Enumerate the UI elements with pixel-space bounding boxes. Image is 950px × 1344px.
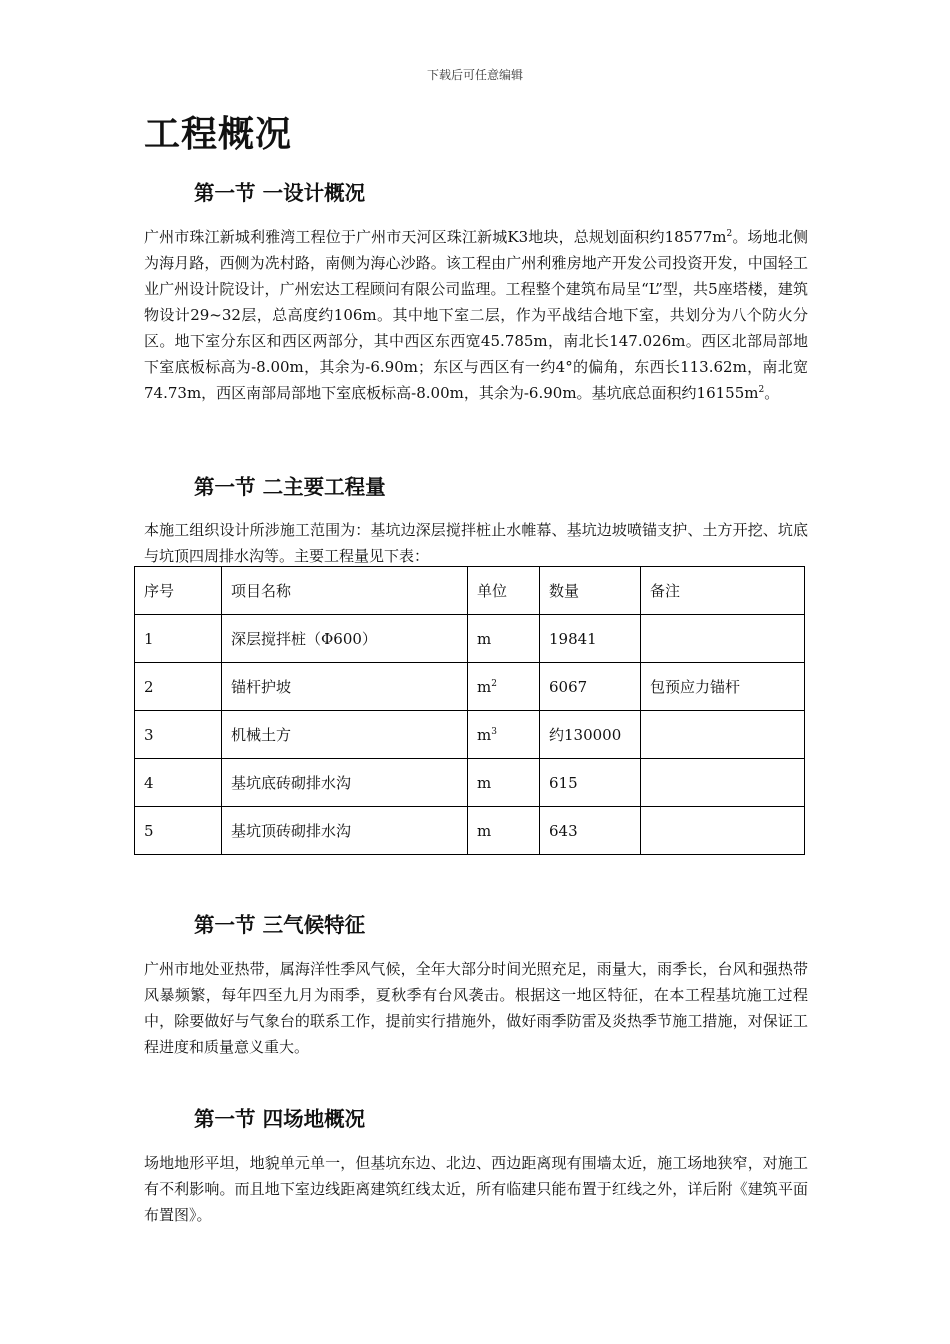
- unit-superscript: 3: [491, 726, 497, 737]
- site-text: 场地地形平坦，地貌单元单一，但基坑东边、北边、西边距离现有围墙太近，施工场地狭窄，对施工有不利影响。而且地下室边线距离建筑红线太近，所有临建只能布置于红线之外，详后附《建筑平面布置图》。: [144, 1154, 808, 1224]
- section-heading-climate: 第一节 三气候特征: [194, 913, 366, 937]
- row-item-name: 深层搅拌桩（Φ600）: [222, 615, 468, 663]
- row-quantity: 615: [540, 759, 641, 807]
- unit-text: m: [477, 677, 492, 696]
- table-row: [135, 759, 805, 807]
- section-heading-site: 第一节 四场地概况: [194, 1107, 366, 1131]
- section-heading-design: 第一节 一设计概况: [194, 181, 366, 205]
- row-unit: [468, 615, 540, 663]
- row-number: 1: [135, 615, 222, 663]
- quantities-paragraph: [144, 517, 808, 569]
- table-header-cell: 项目名称: [222, 567, 468, 615]
- header-note: 下载后可任意编辑: [426, 68, 523, 82]
- design-text-part-3: 。: [764, 384, 780, 402]
- climate-text: 广州市地处亚热带，属海洋性季风气候，全年大部分时间光照充足，雨量大，雨季长，台风和强热带风暴频繁，每年四至九月为雨季，夏秋季有台风袭击。根据这一地区特征，在本工程基坑施工过程中，除要做好与气象台的联系工作，提前实行措施外，做好雨季防雷及炎热季节施工措施，对保证工程进度和质量意义重大。: [144, 960, 808, 1056]
- row-item-name: 基坑顶砖砌排水沟: [222, 807, 468, 855]
- row-number: 2: [135, 663, 222, 711]
- table-header-cell: 数量: [540, 567, 641, 615]
- row-item-name: 基坑底砖砌排水沟: [222, 759, 468, 807]
- unit-text: m: [477, 821, 492, 840]
- row-quantity: 约130000: [540, 711, 641, 759]
- design-overview-paragraph: [144, 224, 808, 406]
- row-unit: [468, 711, 540, 759]
- climate-paragraph: [144, 956, 808, 1060]
- row-note: [641, 759, 805, 807]
- page-title: 工程概况: [144, 114, 293, 155]
- site-paragraph: [144, 1150, 808, 1228]
- quantities-text: 本施工组织设计所涉施工范围为：基坑边深层搅拌桩止水帷幕、基坑边坡喷锚支护、土方开挖、坑底与坑顶四周排水沟等。主要工程量见下表：: [144, 521, 808, 565]
- table-header-cell: 备注: [641, 567, 805, 615]
- table-row: [135, 807, 805, 855]
- unit-text: m: [477, 725, 492, 744]
- area-unit-superscript: 2: [758, 385, 765, 395]
- table-header-cell: 单位: [468, 567, 540, 615]
- row-unit: [468, 663, 540, 711]
- table-header-row: [135, 567, 805, 615]
- unit-text: m: [477, 773, 492, 792]
- design-text-part-2: 。场地北侧为海月路，西侧为冼村路，南侧为海心沙路。该工程由广州利雅房地产开发公司投资开发，中国轻工业广州设计院设计，广州宏达工程顾问有限公司监理。工程整个建筑布局呈“L”型，共5座塔楼，建筑物设计29~32层，总高度约106m。其中地下室二层，作为平战结合地下室，共划分为八个防火分区。地下室分东区和西区两部分，其中西区东西宽45.785m，南北长147.026m。西区北部局部地下室底板标高为-8.00m，其余为-6.90m；东区与西区有一约4°的偏角，东西长113.62m，南北宽74.73m，西区南部局部地下室底板标高-8.00m，其余为-6.90m。基坑底总面积约16155m: [144, 228, 808, 402]
- section-heading-quantities: 第一节 二主要工程量: [194, 475, 386, 499]
- row-item-name: 机械土方: [222, 711, 468, 759]
- table-row: [135, 615, 805, 663]
- row-quantity: 643: [540, 807, 641, 855]
- unit-superscript: 2: [491, 678, 497, 689]
- row-unit: [468, 759, 540, 807]
- design-text-part-1: 广州市珠江新城利雅湾工程位于广州市天河区珠江新城K3地块，总规划面积约18577m: [144, 228, 727, 246]
- row-note: 包预应力锚杆: [641, 663, 805, 711]
- row-quantity: 6067: [540, 663, 641, 711]
- area-unit-superscript: 2: [726, 229, 733, 239]
- row-unit: [468, 807, 540, 855]
- row-quantity: 19841: [540, 615, 641, 663]
- table-row: [135, 663, 805, 711]
- row-note: [641, 711, 805, 759]
- table-header-cell: 序号: [135, 567, 222, 615]
- quantities-table: [134, 566, 805, 855]
- row-number: 5: [135, 807, 222, 855]
- row-note: [641, 615, 805, 663]
- row-note: [641, 807, 805, 855]
- unit-text: m: [477, 629, 492, 648]
- row-number: 3: [135, 711, 222, 759]
- table-row: [135, 711, 805, 759]
- row-number: 4: [135, 759, 222, 807]
- row-item-name: 锚杆护坡: [222, 663, 468, 711]
